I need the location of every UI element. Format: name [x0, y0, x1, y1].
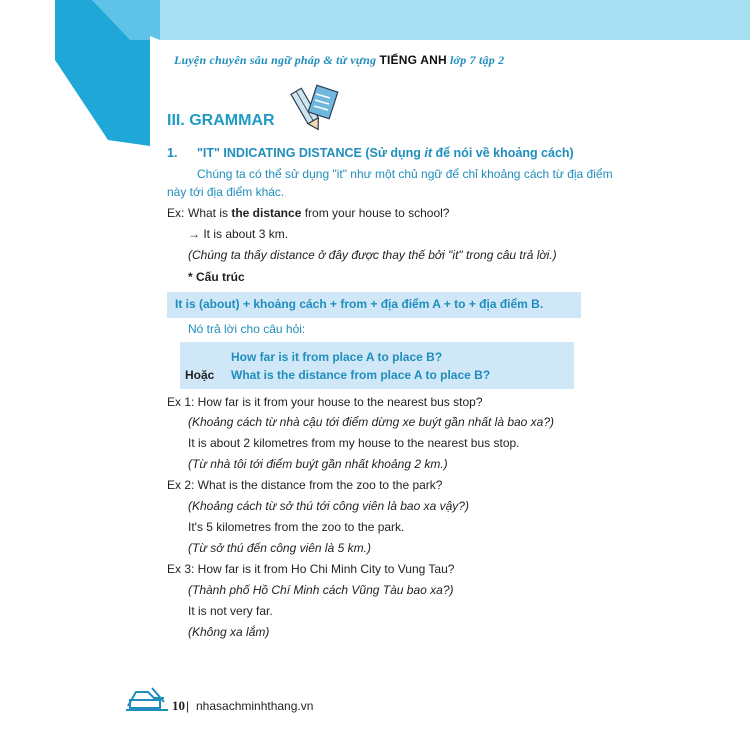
example-3-answer-translation: (Không xa lắm) [188, 625, 270, 639]
page-number: 10 [172, 698, 185, 713]
example-2-answer-translation: (Từ sở thú đến công viên là 5 km.) [188, 541, 371, 555]
example-2-translation: (Khoảng cách từ sở thú tới công viên là bao xa vậy?) [188, 499, 469, 513]
heading-end: để nói về khoảng cách) [432, 146, 574, 160]
example-0-q-pre: What is [188, 206, 232, 220]
heading-it: it [424, 146, 433, 160]
example-0-answer: → It is about 3 km. [188, 227, 289, 241]
footer-separator: | [186, 699, 190, 713]
example-3-answer: It is not very far. [188, 604, 273, 618]
running-header [174, 53, 504, 68]
example-2-answer: It's 5 kilometres from the zoo to the park. [188, 520, 405, 534]
example-1-question: Ex 1: How far is it from your house to the nearest bus stop? [167, 395, 483, 409]
example-1-translation: (Khoảng cách từ nhà cậu tới điểm dừng xe buýt gần nhất là bao xa?) [188, 415, 555, 429]
header-strong: TIẾNG ANH [379, 53, 447, 67]
example-2-question: Ex 2: What is the distance from the zoo to the park? [167, 478, 443, 492]
writing-hand-icon [124, 684, 170, 712]
section-title: III. GRAMMAR [167, 112, 275, 129]
example-3-question: Ex 3: How far is it from Ho Chi Minh City to Vung Tau? [167, 562, 455, 576]
heading-text: "IT" INDICATING DISTANCE (Sử dụng [197, 146, 425, 160]
example-0-question [188, 206, 449, 220]
intro-line-2: này tới địa điểm khác. [167, 185, 285, 199]
example-0-q-post: from your house to school? [301, 206, 450, 220]
example-0-label: Ex: [167, 206, 185, 220]
header-post: lớp 7 tập 2 [446, 53, 505, 67]
formula-box [167, 292, 581, 318]
example-0-note: (Chúng ta thấy distance ở đây được thay thế bởi "it" trong câu trả lời.) [188, 248, 557, 262]
heading-1 [167, 146, 574, 160]
example-3-translation: (Thành phố Hồ Chí Minh cách Vũng Tàu bao xa?) [188, 583, 454, 597]
formula-text: It is (about) + khoảng cách + from + địa điểm A + to + địa điểm B. [175, 297, 544, 311]
example-0-q-bold: the distance [231, 206, 302, 220]
footer-website: nhasachminhthang.vn [196, 699, 314, 713]
header-pre: Luyện chuyên sâu ngữ pháp & từ vựng [174, 53, 380, 67]
structure-label: * Cấu trúc [188, 270, 245, 284]
question-1: How far is it from place A to place B? [231, 350, 443, 364]
example-1-answer-translation: (Từ nhà tôi tới điểm buýt gần nhất khoảng 2 km.) [188, 457, 448, 471]
answer-intro: Nó trả lời cho câu hỏi: [188, 322, 306, 336]
heading-number: 1. [167, 146, 178, 160]
pencil-ruler-icon [282, 82, 340, 132]
question-2: What is the distance from place A to place B? [231, 368, 491, 382]
intro-line-1: Chúng ta có thể sử dụng "it" như một chủ ngữ để chỉ khoảng cách từ địa điểm [197, 167, 613, 181]
example-1-answer: It is about 2 kilometres from my house to the nearest bus stop. [188, 436, 520, 450]
question-or: Hoặc [185, 368, 215, 382]
